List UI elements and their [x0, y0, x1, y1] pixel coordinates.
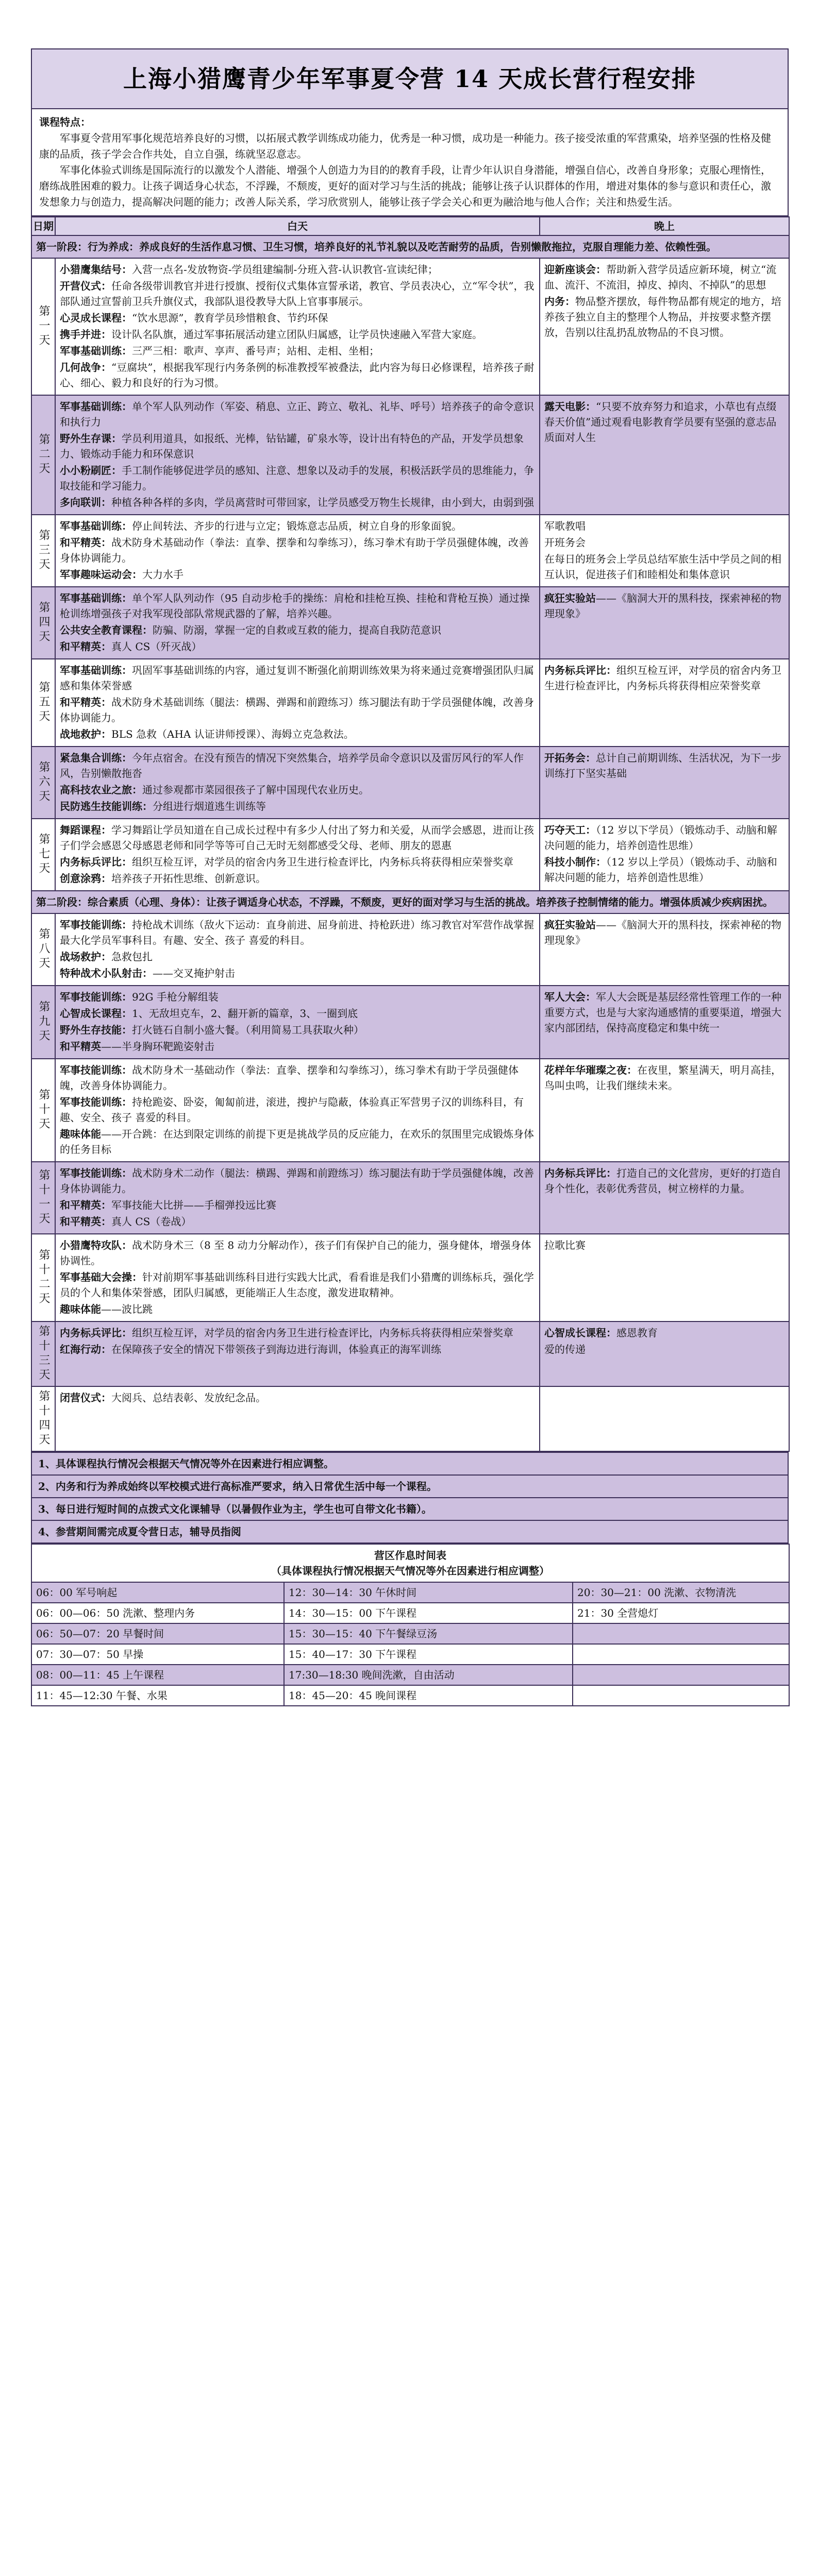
document-page: [31, 48, 789, 1706]
day-activities: [55, 747, 540, 819]
day-activities: [55, 659, 540, 747]
day-row: [31, 747, 789, 819]
activity-label: 民防逃生技能训练：: [60, 800, 153, 812]
night-activities: [540, 587, 789, 659]
activity-item: [60, 360, 535, 391]
activity-item: [60, 949, 535, 964]
activity-text: “只要不放弃努力和追求，小草也有点缀春天价值”通过观看电影教育学员要有坚强的意志品质面对人生: [544, 400, 777, 444]
activity-label: 军事基础训练：: [60, 592, 132, 604]
activity-label: 巧夺天工：: [544, 824, 596, 836]
activity-text: 帮助新入营学员适应新环境，树立“流血、流汗、不流泪，掉皮、掉肉、不掉队”的思想: [544, 263, 777, 291]
activity-item: [60, 518, 535, 534]
timetable-cell: [573, 1685, 789, 1706]
document-title: 上海小猎鹰青少年军事夏令营 14 天成长营行程安排: [31, 48, 789, 109]
activity-item: [60, 1094, 535, 1125]
day-row: [31, 515, 789, 587]
activity-text: 组织互检互评，对学员的宿舍内务卫生进行检查评比，内务标兵将获得相应荣誉奖章: [132, 1327, 513, 1339]
activity-label: 军事基础训练：: [60, 664, 132, 676]
activity-text: 种植各种各样的多肉，学员离营时可带回家，让学员感受万物生长规律，由小到大，由弱到强: [111, 496, 534, 509]
activity-item: [60, 1022, 535, 1038]
activity-item: [544, 989, 784, 1036]
activity-text: 停止间转法、齐步的行进与立定；锻炼意志品质，树立自身的形象面貌。: [132, 520, 462, 532]
activity-item: [60, 750, 535, 781]
timetable-cell: 15：40—17：30 下午课程: [284, 1644, 573, 1665]
activity-text: 战术防身术二动作（腿法：横踢、弹踢和前蹬练习）练习腿法有助于学员强健体魄，改善身体协调能力。: [60, 1167, 534, 1195]
timetable-cell: 11：45—12:30 午餐、水果: [31, 1685, 284, 1706]
activity-text: 感恩教育: [616, 1327, 658, 1339]
activity-text: 军歌教唱: [544, 520, 586, 532]
activity-text: ——交叉掩护射击: [153, 967, 235, 979]
day-label: 第二天: [31, 395, 55, 515]
timetable-cell: 15：30—15：40 下午餐绿豆汤: [284, 1623, 573, 1644]
activity-label: 和平精英: [60, 1040, 101, 1053]
day-label: 第十一天: [31, 1162, 55, 1234]
activity-item: [60, 590, 535, 621]
activity-item: [544, 535, 784, 550]
day-label: 第五天: [31, 659, 55, 747]
activity-text: 大阅兵、总结表彰、发放纪念品。: [111, 1392, 266, 1404]
activity-text: 总计自己前期训练、生活状况，为下一步训练打下坚实基础: [544, 752, 781, 779]
activity-label: 开营仪式：: [60, 280, 111, 292]
activity-text: ——《脑洞大开的黑科技，探索神秘的物理现象》: [544, 919, 781, 946]
activity-item: [60, 822, 535, 853]
activity-item: [60, 327, 535, 342]
activity-text: 战术防身术基础训练（腿法：横踢、弹踢和前蹬练习）练习腿法有助于学员强健体魄，改善身体协调能力。: [60, 696, 534, 724]
activity-label: 舞蹈课程：: [60, 824, 111, 836]
night-activities: [540, 819, 789, 891]
timetable-cell: 17:30—18:30 晚间洗漱，自由活动: [284, 1665, 573, 1685]
activity-label: 特种战术小队射击：: [60, 967, 153, 979]
activity-text: 在夜里，繁星满天，明月高挂，鸟叫虫鸣，让我们继续未来。: [544, 1064, 781, 1092]
activity-label: 军事趣味运动会：: [60, 568, 142, 581]
activity-label: 战场救护：: [60, 951, 111, 963]
day-label: 第八天: [31, 913, 55, 986]
day-activities: [55, 1234, 540, 1321]
activity-item: [60, 1006, 535, 1021]
table-header-row: [31, 217, 789, 235]
activity-item: [60, 431, 535, 462]
activity-label: 趣味体能: [60, 1128, 101, 1140]
activity-text: 培养孩子开拓性思维、创新意识。: [111, 872, 266, 885]
timetable-row: [31, 1582, 789, 1603]
activity-text: 急救包扎: [111, 951, 153, 963]
activity-item: [60, 343, 535, 359]
day-label: 第十天: [31, 1059, 55, 1162]
activity-label: 疯狂实验站: [544, 919, 596, 931]
activity-item: [60, 917, 535, 948]
activity-text: 学员利用道具，如报纸、光棒，钻钻罐，矿泉水等，设计出有特色的产品，开发学员想象力、锻炼动手能力和环保意识: [60, 432, 524, 460]
activity-text: 打火链石自制小盛大餐。（利用简易工具获取火种）: [132, 1024, 364, 1036]
timetable-heading: 营区作息时间表: [374, 1549, 446, 1562]
activity-label: 闭营仪式：: [60, 1392, 111, 1404]
activity-label: 露天电影：: [544, 400, 596, 413]
timetable-cell: [573, 1623, 789, 1644]
activity-item: [544, 551, 784, 582]
day-label: 第三天: [31, 515, 55, 587]
night-activities: [540, 986, 789, 1059]
day-label: 第十二天: [31, 1234, 55, 1321]
activity-item: [60, 1238, 535, 1268]
header-day: 白天: [55, 217, 540, 235]
activity-label: 携手并进：: [60, 328, 111, 341]
activity-item: [544, 1062, 784, 1093]
day-activities: [55, 395, 540, 515]
activity-label: 心智成长课程：: [60, 1007, 132, 1020]
stage-description: 第二阶段：综合素质（心理、身体）：让孩子调适身心状态，不浮躁，不颓废，更好的面对学习与生活的挑战。培养孩子控制情绪的能力。增强体质减少疾病困扰。: [31, 891, 789, 913]
activity-item: [60, 310, 535, 326]
day-activities: [55, 1059, 540, 1162]
activity-item: [60, 1197, 535, 1213]
night-activities: [540, 1234, 789, 1321]
day-row: [31, 1321, 789, 1386]
activity-text: ——波比跳: [101, 1303, 153, 1315]
activity-item: [60, 871, 535, 886]
note-row: [31, 1452, 788, 1475]
activity-label: 开拓务会：: [544, 752, 596, 764]
activity-text: （12 岁以上学员）（锻炼动手、动脑和解决问题的能力，培养创造性思维）: [544, 856, 777, 884]
day-row: [31, 1386, 789, 1451]
activity-label: 公共安全教育课程：: [60, 624, 153, 636]
activity-item: [544, 294, 784, 340]
activity-item: [60, 1062, 535, 1093]
day-label: 第十三天: [31, 1321, 55, 1386]
stage-description: 第一阶段：行为养成：养成良好的生活作息习惯、卫生习惯，培养良好的礼节礼貌以及吃苦耐劳的品质，告别懒散拖拉，克服自理能力差、依赖性强。: [31, 235, 789, 258]
night-activities: [540, 913, 789, 986]
day-label: 第一天: [31, 258, 55, 395]
activity-text: 入营一点名-发放物资-学员组建编制-分班入营-认识教官-宣读纪律；: [132, 263, 438, 276]
activity-text: 军人大会既是基层经常性管理工作的一种重要方式，也是与大家沟通感情的重要渠道，增强大家内部团结，保持高度稳定和集中统一: [544, 991, 781, 1034]
day-row: [31, 587, 789, 659]
header-night: 晚上: [540, 217, 789, 235]
activity-text: ——半身胸环靶跪姿射击: [101, 1040, 214, 1053]
activity-text: “豆腐块”，根据我军现行内务条例的标准教授军被叠法，此内容为每日必修课程，培养孩子耐心、细心、毅力和良好的行为习惯。: [60, 361, 535, 389]
timetable-row: [31, 1623, 789, 1644]
activity-text: 战术防身术三（8 至 8 动力分解动作），孩子们有保护自己的能力，强身健体，增强身体协调性。: [60, 1239, 531, 1267]
activity-text: ——《脑洞大开的黑科技，探索神秘的物理现象》: [544, 592, 781, 620]
activity-text: 持枪战术训练（敌火下运动：直身前进、屈身前进、持枪跃进）练习教官对军营作战掌握最大化学员军事科目。有趣、安全、孩子 喜爱的科目。: [60, 919, 534, 946]
activity-text: 军事技能大比拼——手榴弹投远比赛: [111, 1199, 276, 1211]
day-activities: [55, 515, 540, 587]
activity-label: 军事技能训练：: [60, 1167, 132, 1179]
daily-timetable: [31, 1544, 790, 1706]
timetable-cell: 21：30 全营熄灯: [573, 1603, 789, 1623]
activity-text: 单个军人队列动作（军姿、稍息、立正、跨立、敬礼、礼毕、呼号）培养孩子的命令意识和执行力: [60, 400, 534, 428]
activity-text: 在保障孩子安全的情况下带领孩子到海边进行海训，体验真正的海军训练: [111, 1343, 441, 1355]
activity-item: [544, 262, 784, 293]
activity-item: [544, 917, 784, 948]
intro-heading: 课程特点：: [39, 116, 91, 128]
activity-text: 战术防身术基础动作（拳法：直拳、摆拳和勾拳练习），练习拳术有助于学员强健体魄，改善身体协调能力。: [60, 536, 529, 564]
night-activities: [540, 1162, 789, 1234]
activity-item: [60, 1325, 535, 1341]
night-activities: [540, 258, 789, 395]
note-row: [31, 1498, 788, 1520]
day-row: [31, 1059, 789, 1162]
activity-label: 和平精英：: [60, 536, 111, 549]
activity-item: [60, 965, 535, 981]
night-activities: [540, 1059, 789, 1162]
intro-paragraph: 军事夏令营用军事化规范培养良好的习惯，以拓展式教学训练成功能力，优秀是一种习惯，成功是一种能力。孩子接受浓重的军营熏染，培养坚强的性格及健康的品质，孩子学会合作共处，自立自强，练就坚忍意志。: [39, 132, 771, 160]
day-activities: [55, 986, 540, 1059]
activity-label: 野外生存课：: [60, 432, 122, 445]
activity-text: 打造自己的文化营房，更好的打造自身个性化，表彰优秀营员，树立榜样的力量。: [544, 1167, 781, 1195]
day-label: 第九天: [31, 986, 55, 1059]
activity-label: 科技小制作：: [544, 856, 606, 868]
activity-item: [60, 1165, 535, 1196]
activity-text: 物品整齐摆放，每件物品都有规定的地方，培养孩子独立自主的整理个人物品，并按要求整齐摆放，告别以往乱扔乱放物品的不良习惯。: [544, 295, 781, 338]
activity-text: 爱的传递: [544, 1343, 586, 1355]
activity-label: 战地救护：: [60, 728, 111, 740]
day-activities: [55, 1162, 540, 1234]
activity-label: 小猎鹰特攻队：: [60, 1239, 132, 1251]
activity-item: [544, 822, 784, 853]
activity-item: [544, 590, 784, 621]
activity-text: 大力水手: [142, 568, 183, 581]
activity-label: 小小粉刷匠：: [60, 464, 122, 477]
activity-item: [60, 1214, 535, 1229]
note-text: 1、具体课程执行情况会根据天气情况等外在因素进行相应调整。: [31, 1452, 788, 1475]
timetable-cell: 08：00—11：45 上午课程: [31, 1665, 284, 1685]
day-activities: [55, 1321, 540, 1386]
stage-row: [31, 235, 789, 258]
activity-label: 军事技能训练：: [60, 991, 132, 1003]
activity-text: 持枪跪姿、卧姿，匍匐前进，滚进，搜护与隐蔽，体验真正军营男子汉的训练科目，有趣、安全、孩子 喜爱的科目。: [60, 1096, 524, 1124]
activity-text: 战术防身术一基础动作（拳法：直拳、摆拳和勾拳练习），练习拳术有助于学员强健体魄，改善身体协调能力。: [60, 1064, 519, 1092]
activity-item: [544, 750, 784, 781]
note-row: [31, 1520, 788, 1543]
activity-item: [60, 622, 535, 638]
timetable-cell: [573, 1644, 789, 1665]
activity-text: 组织互检互评，对学员的宿舍内务卫生进行检查评比，内务标兵将获得相应荣誉奖章: [544, 664, 781, 692]
activity-label: 和平精英：: [60, 696, 111, 708]
activity-text: 针对前期军事基础训练科目进行实践大比武，看看谁是我们小猎鹰的训练标兵，强化学员的个人和集体荣誉感，团队归属感，更能端正人生态度，激发进取精神。: [60, 1271, 534, 1299]
activity-label: 军事技能训练：: [60, 919, 132, 931]
activity-label: 军事基础训练：: [60, 520, 132, 532]
note-row: [31, 1475, 788, 1498]
day-row: [31, 258, 789, 395]
timetable-row: [31, 1685, 789, 1706]
activity-text: 拉歌比赛: [544, 1239, 586, 1251]
activity-item: [60, 854, 535, 870]
activity-item: [60, 663, 535, 693]
activity-item: [60, 495, 535, 510]
activity-label: 迎新座谈会：: [544, 263, 606, 276]
activity-text: 在每日的班务会上学员总结军旅生活中学员之间的相互认识，促进孩子们和睦相处和集体意识: [544, 553, 781, 581]
activity-label: 小猎鹰集结号：: [60, 263, 132, 276]
activity-label: 紧急集合训练：: [60, 752, 132, 764]
day-row: [31, 1234, 789, 1321]
night-activities: [540, 515, 789, 587]
activity-label: 心智成长课程：: [544, 1327, 616, 1339]
activity-text: 1、无敌坦克车，2、翻开新的篇章，3、一圈到底: [132, 1007, 358, 1020]
day-row: [31, 1162, 789, 1234]
day-label: 第六天: [31, 747, 55, 819]
timetable-cell: 14：30—15：00 下午课程: [284, 1603, 573, 1623]
day-label: 第四天: [31, 587, 55, 659]
activity-label: 军事基础大会操：: [60, 1271, 142, 1283]
night-activities: [540, 659, 789, 747]
activity-label: 内务标兵评比：: [60, 1327, 132, 1339]
activity-text: 分组进行烟道逃生训练等: [153, 800, 266, 812]
stage-row: [31, 891, 789, 913]
timetable-cell: 12：30—14：30 午休时间: [284, 1582, 573, 1603]
day-activities: [55, 913, 540, 986]
activity-item: [60, 262, 535, 277]
timetable-row: [31, 1644, 789, 1665]
activity-text: 92G 手枪分解组装: [132, 991, 219, 1003]
activity-label: 多向联训：: [60, 496, 111, 509]
activity-item: [60, 726, 535, 742]
activity-item: [60, 1269, 535, 1300]
timetable-cell: 06：00—06：50 洗漱、整理内务: [31, 1603, 284, 1623]
note-text: 3、每日进行短时间的点拨式文化课辅导（以暑假作业为主，学生也可自带文化书籍）。: [31, 1498, 788, 1520]
activity-item: [60, 567, 535, 582]
header-date: 日期: [31, 217, 55, 235]
night-activities: [540, 747, 789, 819]
day-row: [31, 913, 789, 986]
activity-text: “饮水思源”，教育学员珍惜粮食、节约环保: [132, 312, 328, 324]
activity-item: [544, 1238, 784, 1253]
activity-label: 军人大会：: [544, 991, 596, 1003]
activity-text: 设计队名队旗，通过军事拓展活动建立团队归属感，让学员快速融入军营大家庭。: [111, 328, 482, 341]
activity-label: 红海行动：: [60, 1343, 111, 1355]
night-activities: [540, 1386, 789, 1451]
activity-item: [60, 1126, 535, 1157]
activity-item: [60, 799, 535, 814]
activity-text: 真人 CS（卷战）: [111, 1215, 192, 1228]
activity-text: 真人 CS（歼灭战）: [111, 640, 202, 653]
activity-item: [544, 518, 784, 534]
activity-item: [60, 399, 535, 430]
activity-text: 防骗、防溺，掌握一定的自救或互救的能力，提高自我防范意识: [153, 624, 441, 636]
activity-text: BLS 急救（AHA 认证讲师授课）、海姆立克急救法。: [111, 728, 354, 740]
timetable-title-row: [31, 1544, 789, 1582]
activity-label: 几何战争：: [60, 361, 111, 374]
activity-item: [60, 989, 535, 1005]
activity-label: 军事基础训练：: [60, 400, 132, 413]
day-activities: [55, 1386, 540, 1451]
activity-label: 花样年华璀璨之夜：: [544, 1064, 637, 1076]
activity-item: [544, 1325, 784, 1341]
activity-item: [544, 1342, 784, 1357]
timetable-cell: 20：30—21：00 洗漱、衣物清洗: [573, 1582, 789, 1603]
timetable-row: [31, 1665, 789, 1685]
activity-text: ——开合跳：在达到限定训练的前提下更是挑战学员的反应能力，在欢乐的氛围里完成锻炼身体的任务目标: [60, 1128, 534, 1156]
activity-item: [544, 854, 784, 885]
day-activities: [55, 819, 540, 891]
activity-label: 内务：: [544, 295, 575, 308]
course-intro: [31, 109, 789, 216]
activity-text: 开班务会: [544, 536, 586, 549]
activity-label: 野外生存技能：: [60, 1024, 132, 1036]
timetable-cell: 06：00 军号响起: [31, 1582, 284, 1603]
activity-label: 和平精英：: [60, 1199, 111, 1211]
activity-label: 内务标兵评比：: [60, 856, 132, 868]
activity-text: 通过参观都市菜园很孩子了解中国现代农业历史。: [142, 784, 369, 796]
activity-label: 军事技能训练：: [60, 1064, 132, 1076]
activity-item: [60, 463, 535, 494]
activity-label: 趣味体能: [60, 1303, 101, 1315]
schedule-table: [31, 216, 790, 1452]
note-text: 4、参营期间需完成夏令营日志，辅导员指阅: [31, 1520, 788, 1543]
activity-text: 学习舞蹈让学员知道在自己成长过程中有多少人付出了努力和关爱，从而学会感恩，进而让孩子们学会感恩父母感恩老师和同学等等可自己无时无刻都感受父母、老师、朋友的恩惠: [60, 824, 534, 852]
activity-label: 心灵成长课程：: [60, 312, 132, 324]
timetable-title: [31, 1544, 789, 1582]
timetable-cell: 07：30—07：50 早操: [31, 1644, 284, 1665]
notes-table: [31, 1452, 789, 1544]
activity-item: [60, 1390, 535, 1405]
activity-text: 手工制作能够促进学员的感知、注意、想象以及动手的发展，积极活跃学员的思维能力，争取技能和学习能力。: [60, 464, 534, 492]
timetable-cell: 18：45—20：45 晚间课程: [284, 1685, 573, 1706]
activity-item: [544, 1165, 784, 1196]
activity-item: [60, 278, 535, 309]
intro-paragraph: 军事化体验式训练是国际流行的以激发个人潜能、增强个人创造力为目的的教育手段，让青少年认识自身潜能，增强自信心，改善自身形象；克服心理惰性，磨练战胜困难的毅力。让孩子调适身心状态，不浮躁，不颓废，更好的面对学习与生活的挑战；能够让孩子认识群体的作用，增进对集体的参与意识和责任心，激发想象力与创造力，提高解决问题的能力；改善人际关系，学习欣赏别人，能够让孩子学会关心和更为融洽地与他人合作；关注和热爱生活。: [39, 164, 771, 208]
activity-label: 内务标兵评比：: [544, 664, 616, 676]
activity-label: 创意涂鸦：: [60, 872, 111, 885]
day-row: [31, 659, 789, 747]
note-text: 2、内务和行为养成始终以军校模式进行高标准严要求，纳入日常优生活中每一个课程。: [31, 1475, 788, 1498]
activity-item: [544, 399, 784, 445]
activity-label: 军事基础训练：: [60, 345, 132, 357]
day-row: [31, 395, 789, 515]
day-label: 第十四天: [31, 1386, 55, 1451]
timetable-row: [31, 1603, 789, 1623]
activity-text: 组织互检互评，对学员的宿舍内务卫生进行检查评比，内务标兵将获得相应荣誉奖章: [132, 856, 513, 868]
day-activities: [55, 258, 540, 395]
timetable-cell: 06：50—07：20 早餐时间: [31, 1623, 284, 1644]
activity-text: 任命各级带训教官并进行授旗、授衔仪式集体宣誓承诺，教官、学员表决心，立“军令状”，我部队通过宣誓前卫兵升旗仪式，我部队退役教导大队上官事事展示。: [60, 280, 535, 308]
day-row: [31, 986, 789, 1059]
activity-label: 和平精英：: [60, 640, 111, 653]
day-activities: [55, 587, 540, 659]
night-activities: [540, 1321, 789, 1386]
activity-item: [60, 535, 535, 566]
activity-item: [60, 639, 535, 654]
activity-label: 和平精英：: [60, 1215, 111, 1228]
activity-label: 疯狂实验站: [544, 592, 596, 604]
day-row: [31, 819, 789, 891]
activity-text: 单个军人队列动作（95 自动步枪手的操练：肩枪和挂枪互换、挂枪和背枪互换）通过操枪训练增强孩子对我军现役部队常规武器的了解，培养兴趣。: [60, 592, 530, 620]
activity-item: [60, 1039, 535, 1054]
activity-item: [60, 782, 535, 798]
timetable-subtitle: （具体课程执行情况根据天气情况等外在因素进行相应调整）: [271, 1565, 549, 1577]
activity-label: 高科技农业之旅：: [60, 784, 142, 796]
day-label: 第七天: [31, 819, 55, 891]
activity-text: 今年点宿舍。在没有预告的情况下突然集合，培养学员命令意识以及雷厉风行的军人作风，告别懒散拖沓: [60, 752, 524, 779]
activity-item: [60, 1342, 535, 1357]
activity-item: [60, 1301, 535, 1317]
activity-item: [544, 663, 784, 693]
activity-text: 巩固军事基础训练的内容，通过复训不断强化前期训练效果为将来通过竞赛增强团队归属感和集体荣誉感: [60, 664, 534, 692]
activity-label: 军事技能训练：: [60, 1096, 132, 1108]
activity-label: 内务标兵评比：: [544, 1167, 616, 1179]
timetable-cell: [573, 1665, 789, 1685]
activity-text: 三严三相：歌声、享声、番号声；站相、走相、坐相；: [132, 345, 379, 357]
night-activities: [540, 395, 789, 515]
activity-item: [60, 694, 535, 725]
activity-text: （12 岁以下学员）（锻炼动手、动脑和解决问题的能力，培养创造性思维）: [544, 824, 777, 852]
